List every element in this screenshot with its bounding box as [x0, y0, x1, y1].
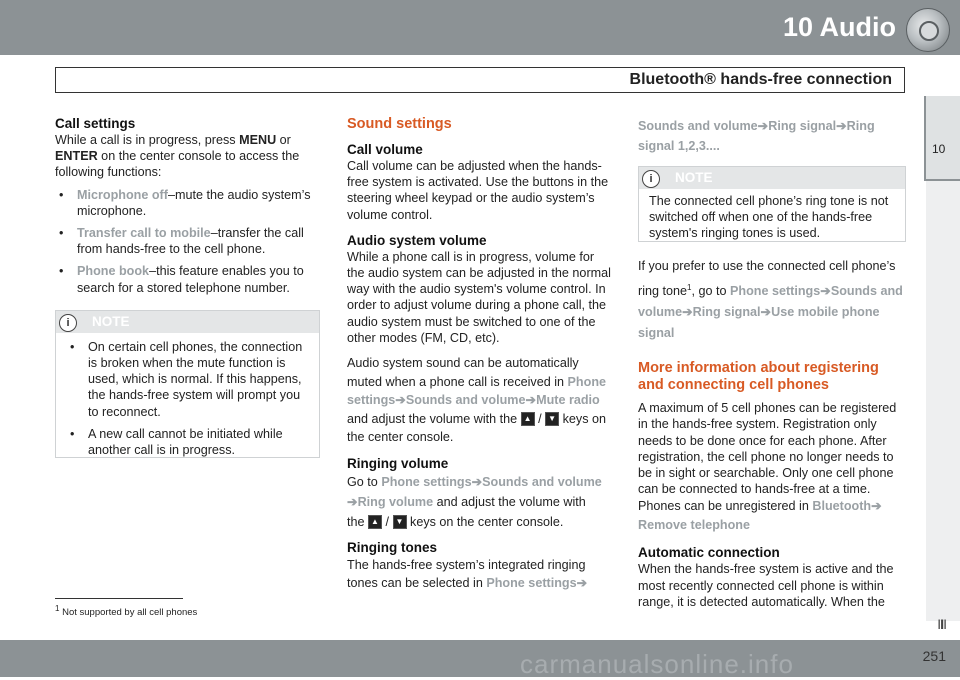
arrow-icon: ➔ [836, 119, 847, 133]
sound-settings-heading: Sound settings [347, 116, 452, 132]
arrow-icon: ➔ [682, 305, 693, 320]
bottom-banner [0, 640, 960, 677]
use-mobile-signal-text: If you prefer to use the connected cell phone’s ring tone$^1$, go to Phone settings➔Sounds and volume➔Ring signal➔Use mobile phone signal [638, 259, 903, 341]
note-label: NOTE [92, 313, 130, 329]
list-item: • A new call cannot be initiated while another call is in progress. [66, 426, 309, 458]
arrow-icon: ➔ [576, 575, 588, 590]
arrow-icon: ➔ [347, 494, 358, 509]
page-number: 251 [922, 648, 946, 664]
note-list [66, 339, 309, 458]
automatic-connection-heading: Automatic connection [638, 545, 780, 561]
volume-up-key-icon: ▲ [521, 412, 535, 426]
unregister-text: Phones can be unregistered in Bluetooth➔ Remove telephone [638, 499, 882, 533]
section-title: Bluetooth® hands-free connection [629, 71, 892, 88]
note-header [639, 167, 905, 189]
automatic-connection-text: When the hands-free system is active and the most recently connected cell phone is within range, it is detected automatically. When the [638, 562, 894, 609]
column-2 [347, 116, 615, 592]
volume-down-key-icon: ▼ [393, 515, 407, 529]
arrow-icon: ➔ [757, 119, 769, 133]
ring-signal-path: Sounds and volume➔Ring signal➔Ring signal 1,2,3.... [638, 119, 875, 153]
footnote: $^1$ Not supported by all cell phones [55, 604, 198, 619]
chapter-tab-number: 10 [932, 142, 946, 156]
call-settings-intro: While a call is in progress, press MENU or ENTER on the center console to access the following functions: [55, 133, 300, 180]
column-3 [638, 116, 906, 610]
arrow-icon: ➔ [820, 284, 831, 299]
speaker-icon [906, 8, 950, 52]
info-icon: i [59, 314, 77, 332]
call-settings-heading: Call settings [55, 116, 136, 131]
arrow-icon: ➔ [471, 474, 483, 489]
note-box [638, 166, 906, 242]
ringing-tones-text: The hands-free system’s integrated ringing tones can be selected in Phone settings➔ [347, 557, 588, 590]
ringing-volume-heading: Ringing volume [347, 455, 449, 471]
note-header [56, 311, 319, 333]
arrow-icon: ➔ [760, 305, 772, 320]
watermark: carmanualsonline.info [520, 649, 794, 679]
chapter-title: 10 Audio [782, 12, 896, 42]
audio-volume-text: While a phone call is in progress, volume for the audio system can be adjusted in the normal way with the audio system's volume control. In order to adjust volume during a phone call, the audio system must be switched to one of the other modes (FM, CD, etc). [347, 249, 611, 345]
side-strip [926, 181, 960, 621]
enter-key: ENTER [55, 149, 98, 164]
info-icon: i [642, 170, 660, 188]
note-label: NOTE [675, 170, 713, 185]
more-info-heading: More information about registering and connecting cell phones [638, 360, 879, 394]
next-page-arrows-icon[interactable]: ⅡⅡ [937, 617, 944, 632]
list-item: • On certain cell phones, the connection is broken when the mute function is used, which is normal. If this happens, the hands-free system will prompt you to reconnect. [66, 339, 309, 420]
more-info-text: A maximum of 5 cell phones can be registered in the hands-free system. Registration only needs to be done once for each phone. After registration, the cell phone no longer needs to be in sight or searchable. Only one cell phone can be connected to hands-free at a time. [638, 401, 897, 497]
footnote-rule [55, 598, 183, 599]
arrow-icon: ➔ [871, 499, 882, 514]
list-item: • Microphone off–mute the audio system’s microphone. [55, 187, 320, 219]
function-list [55, 187, 320, 296]
column-1 [55, 116, 320, 458]
audio-volume-heading: Audio system volume [347, 232, 487, 248]
arrow-icon: ➔ [525, 393, 537, 408]
auto-mute-text: Audio system sound can be automatically muted when a phone call is received in Phone settings➔Sounds and volume➔Mute radio and adjust the volume with the ▲ / ▼ keys on the center console. [347, 356, 607, 445]
call-volume-text: Call volume can be adjusted when the hands-free system is activated. Use the buttons in the steering wheel keypad or the audio system’s volume control. [347, 159, 609, 222]
call-volume-heading: Call volume [347, 142, 423, 157]
note-box [55, 310, 320, 458]
list-item: • Transfer call to mobile–transfer the call from hands-free to the cell phone. [55, 225, 320, 257]
volume-down-key-icon: ▼ [545, 412, 559, 426]
note-text: The connected cell phone’s ring tone is not switched off when one of the hands-free system's ringing tones is used. [649, 194, 889, 241]
list-item: • Phone book–this feature enables you to search for a stored telephone number. [55, 263, 320, 295]
arrow-icon: ➔ [395, 393, 406, 408]
menu-key: MENU [239, 133, 277, 147]
volume-up-key-icon: ▲ [368, 515, 382, 529]
chapter-side-tab[interactable] [924, 96, 960, 181]
ringing-tones-heading: Ringing tones [347, 539, 437, 555]
ringing-volume-text: Go to Phone settings➔Sounds and volume ➔Ring volume and adjust the volume with the ▲ / ▼ keys on the center console. [347, 474, 602, 529]
section-header [55, 67, 905, 93]
